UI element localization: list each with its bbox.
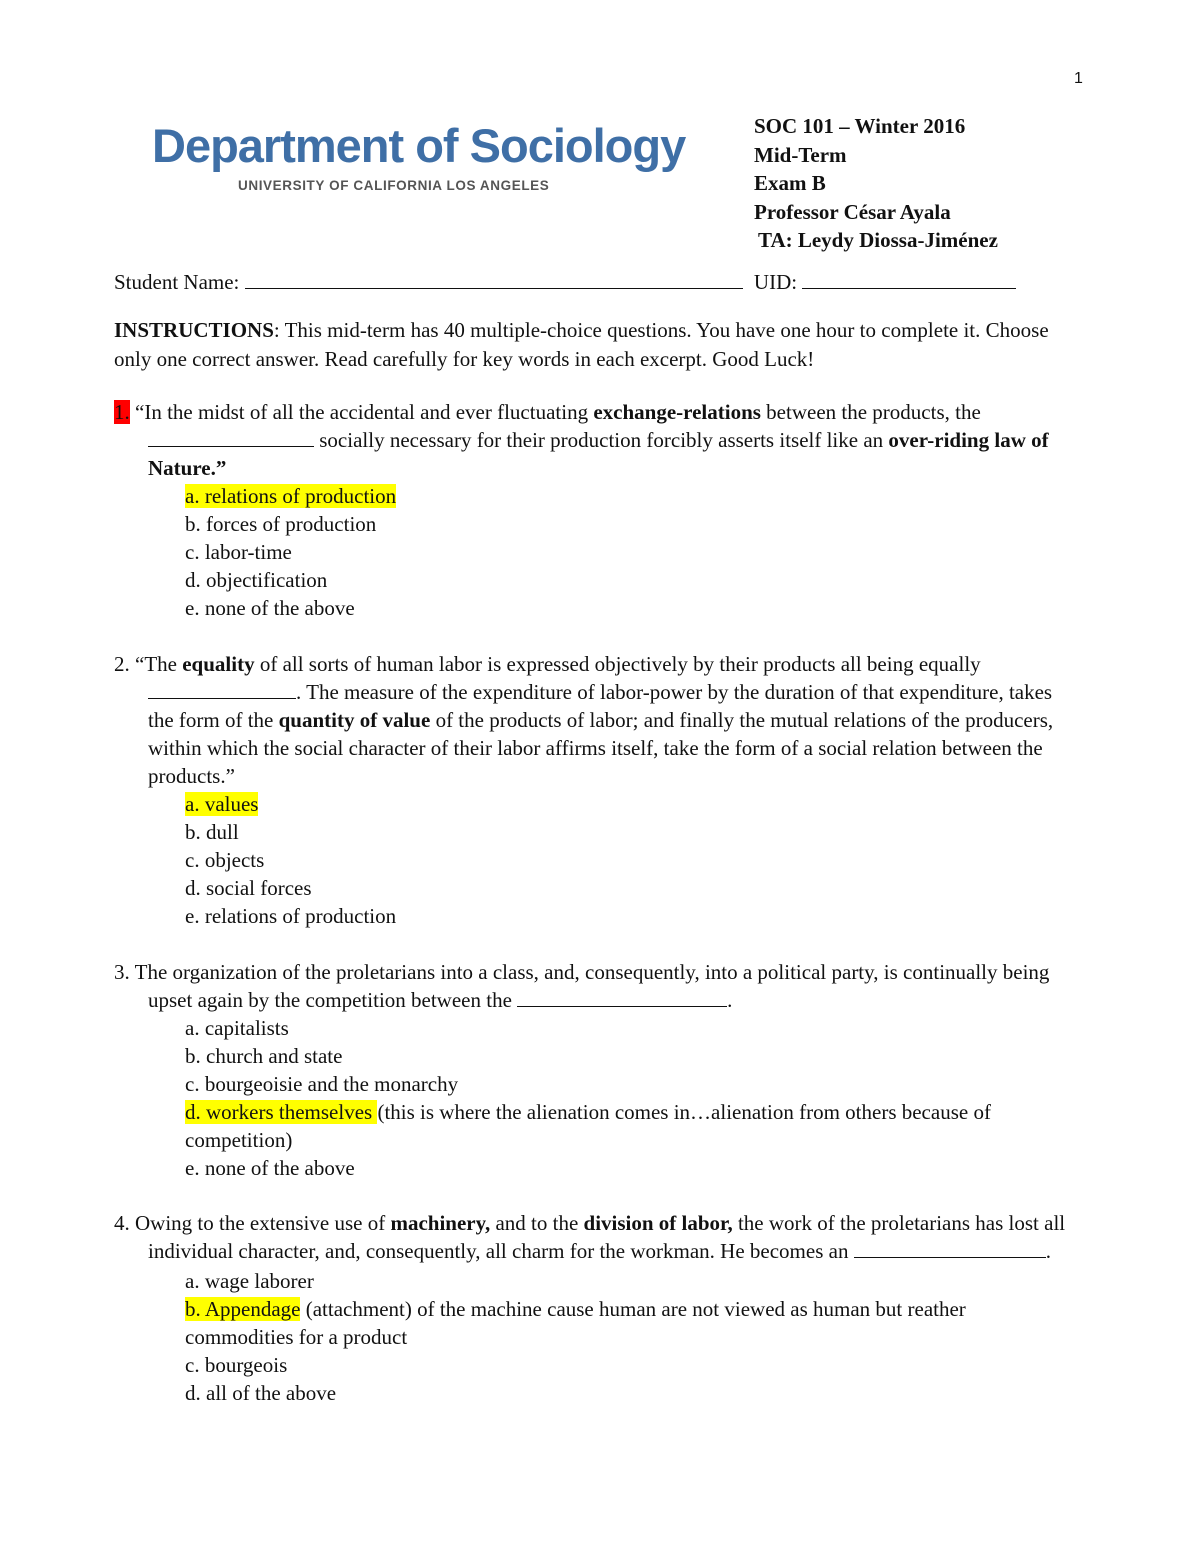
- student-name-label: Student Name:: [114, 270, 240, 294]
- exam-version: Exam B: [754, 171, 826, 195]
- option-d[interactable]: d. all of the above: [185, 1381, 337, 1405]
- uid-field[interactable]: [802, 270, 1016, 289]
- course-line: SOC 101 – Winter 2016: [754, 114, 966, 138]
- option-b[interactable]: b. Appendage (attachment) of the machine cause human are not viewed as human but reather commodities for a product: [185, 1297, 966, 1349]
- uid-label: UID:: [753, 270, 798, 294]
- question-stem: 2. “The equality of all sorts of human labor is expressed objectively by their products all being equally . The measure of the expenditure of labor-power by the duration of that expenditure, takes the form of the quantity of value of the products of labor; and finally the mutual relations of the producers, within which the social character of their labor affirms itself, take the form of a social relation between the products.”: [114, 652, 1054, 788]
- professor: Professor César Ayala: [754, 199, 951, 224]
- logo-title: Department of Sociology: [152, 119, 686, 172]
- page-number: 1: [1074, 70, 1083, 87]
- course-info: [754, 112, 998, 255]
- department-logo: [152, 118, 686, 208]
- options: [185, 482, 1074, 622]
- question-number: 1.: [114, 400, 130, 424]
- question-stem: 3. The organization of the proletarians into a class, and, consequently, into a political party, is continually being upset again by the competition between the .: [114, 960, 1050, 1012]
- teaching-assistant: TA: Leydy Diossa-Jiménez: [758, 228, 998, 252]
- options: [185, 1267, 1074, 1407]
- options: [185, 790, 1074, 930]
- option-c[interactable]: c. labor-time: [185, 540, 292, 564]
- student-name-field[interactable]: [245, 270, 743, 289]
- instructions-text: : This mid-term has 40 multiple-choice questions. You have one hour to complete it. Choose only one correct answer. Read carefully for key words in each excerpt. Good Luck!: [114, 318, 1049, 371]
- option-c[interactable]: c. bourgeoisie and the monarchy: [185, 1072, 459, 1096]
- option-a[interactable]: a. relations of production: [185, 484, 397, 508]
- question-number: 3.: [114, 960, 130, 984]
- logo-subtitle: UNIVERSITY OF CALIFORNIA LOS ANGELES: [238, 178, 550, 193]
- option-b[interactable]: b. dull: [185, 820, 239, 844]
- option-e[interactable]: e. none of the above: [185, 1156, 355, 1180]
- question-number: 4.: [114, 1211, 130, 1235]
- option-d[interactable]: d. objectification: [185, 568, 328, 592]
- option-b[interactable]: b. church and state: [185, 1044, 343, 1068]
- option-b[interactable]: b. forces of production: [185, 512, 377, 536]
- answer-blank: [517, 988, 727, 1007]
- option-e[interactable]: e. relations of production: [185, 904, 397, 928]
- answer-blank: [148, 680, 296, 699]
- option-a[interactable]: a. wage laborer: [185, 1269, 314, 1293]
- question-number: 2.: [114, 652, 130, 676]
- question-1: [114, 398, 1074, 622]
- options: [185, 1014, 1074, 1182]
- question-stem: 1. “In the midst of all the accidental and ever fluctuating exchange-relations between the products, the socially necessary for their production forcibly asserts itself like an over-riding law of Nature.”: [114, 400, 1049, 480]
- answer-note: (attachment) of the machine cause human are not viewed as human but reather commodities for a product: [185, 1297, 966, 1349]
- instructions: [114, 316, 1074, 374]
- answer-blank: [148, 428, 314, 447]
- answer-note: (this is where the alienation comes in…alienation from others because of competition): [185, 1100, 991, 1152]
- option-a[interactable]: a. capitalists: [185, 1016, 289, 1040]
- question-3: [114, 958, 1074, 1182]
- option-e[interactable]: e. none of the above: [185, 596, 355, 620]
- option-a[interactable]: a. values: [185, 792, 259, 816]
- question-4: [114, 1209, 1074, 1407]
- question-2: [114, 650, 1074, 930]
- question-stem: 4. Owing to the extensive use of machinery, and to the division of labor, the work of the proletarians has lost all individual character, and, consequently, all charm for the workman. He becomes an .: [114, 1211, 1066, 1263]
- option-d[interactable]: d. workers themselves (this is where the alienation comes in…alienation from others because of competition): [185, 1100, 991, 1152]
- option-d[interactable]: d. social forces: [185, 876, 312, 900]
- instructions-label: INSTRUCTIONS: [114, 318, 274, 342]
- option-c[interactable]: c. bourgeois: [185, 1353, 288, 1377]
- exam-type: Mid-Term: [754, 142, 847, 167]
- option-c[interactable]: c. objects: [185, 848, 265, 872]
- answer-blank: [854, 1239, 1046, 1258]
- student-info-line: [114, 270, 1016, 295]
